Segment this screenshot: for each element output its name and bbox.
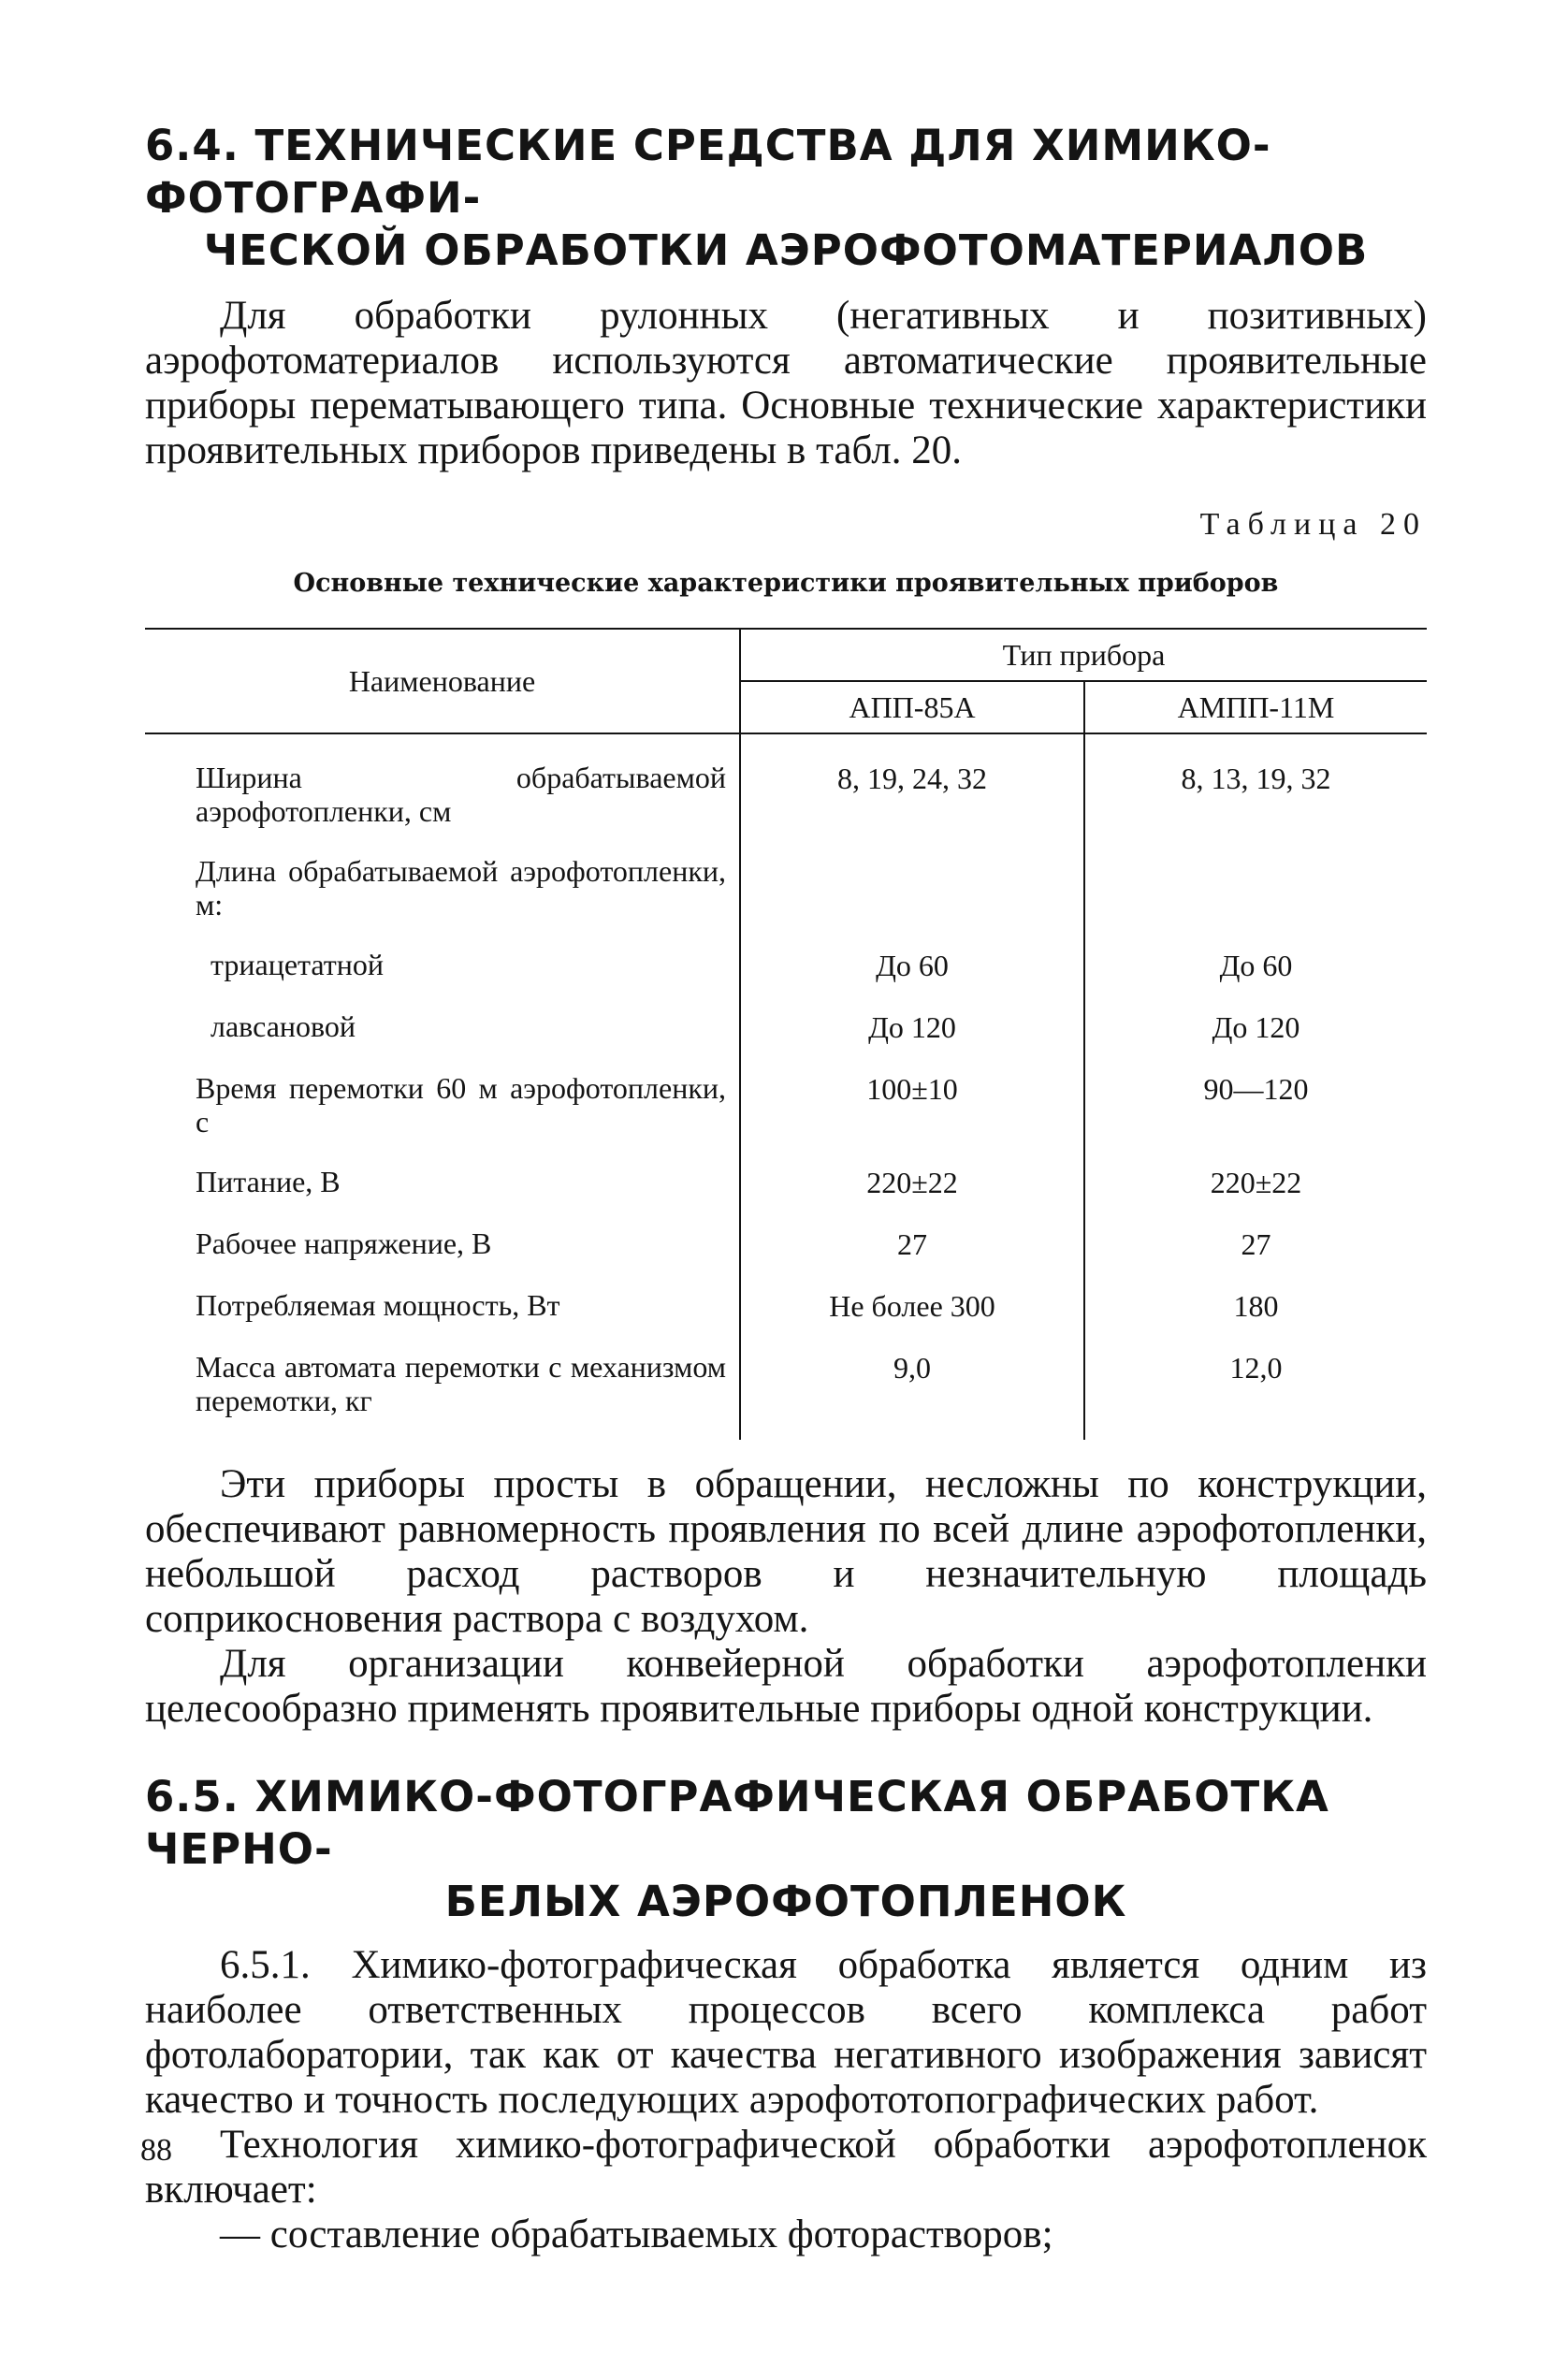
section-6-4-intro: Для обработки рулонных (негативных и позитивных) аэрофотоматериалов используются автоматические проявительные приборы перематывающего типа. Основные технические характеристики проявительных приборов приведены в табл. 20. [145,294,1427,472]
header-device-type: Тип прибора [740,629,1427,681]
row-value-ampp11m: 220±22 [1084,1165,1427,1200]
table-row [145,948,1427,983]
table-title: Основные технические характеристики проявительных приборов [293,569,1279,598]
section-6-5-paragraph-2: Технология химико-фотографической обработки аэрофотопленок включает: [145,2123,1427,2212]
list-item: — составление обрабатываемых фоторастворов; [220,2213,1053,2256]
row-value-ampp11m: 12,0 [1084,1350,1427,1440]
table-row [145,761,1427,828]
row-value-ampp11m [1084,854,1427,921]
row-value-app85a: 100±10 [740,1071,1084,1139]
row-name: Потребляемая мощность, Вт [196,1288,560,1322]
header-col-ampp11m: АМПП-11М [1084,681,1427,733]
table-row [145,1009,1427,1045]
row-name: Время перемотки 60 м аэрофотопленки, с [196,1071,726,1139]
row-value-ampp11m: 8, 13, 19, 32 [1084,761,1427,828]
row-name: Масса автомата перемотки с механизмом перемотки, кг [196,1350,726,1417]
section-6-5-title-line1: 6.5. ХИМИКО-ФОТОГРАФИЧЕСКАЯ ОБРАБОТКА ЧЕРНО- [145,1772,1329,1874]
table-label: Таблица 20 [1199,507,1427,542]
row-name: лавсановой [211,1009,356,1043]
row-value-ampp11m: До 60 [1084,948,1427,983]
row-name: Длина обрабатываемой аэрофотопленки, м: [196,854,726,921]
table-row [145,1226,1427,1262]
table-row [145,1165,1427,1200]
row-name: триацетатной [211,948,385,981]
section-6-4-heading [145,120,1427,277]
section-6-4-title-line1: 6.4. ТЕХНИЧЕСКИЕ СРЕДСТВА ДЛЯ ХИМИКО-ФОТОГРАФИ- [145,121,1271,223]
row-value-app85a: 27 [740,1226,1084,1262]
spec-table [145,628,1427,1440]
row-value-ampp11m: 27 [1084,1226,1427,1262]
row-value-app85a: До 60 [740,948,1084,983]
table-row [145,1350,1427,1440]
row-value-app85a [740,854,1084,921]
section-6-5-title-line2: БЕЛЫХ АЭРОФОТОПЛЕНОК [444,1877,1127,1926]
section-6-5-paragraph-1: 6.5.1. Химико-фотографическая обработка является одним из наиболее ответственных процессов всего комплекса работ фотолаборатории, так как от качества негативного изображения зависят качество и точность последующих аэрофототопографических работ. [145,1943,1427,2122]
section-6-5-heading [145,1771,1427,1928]
header-col-app85a: АПП-85А [740,681,1084,733]
row-name: Питание, В [196,1165,341,1198]
row-value-ampp11m: 90—120 [1084,1071,1427,1139]
page-number: 88 [140,2133,172,2168]
table-row [145,854,1427,921]
table-row [145,1288,1427,1324]
table-row [145,1071,1427,1139]
row-value-app85a: 220±22 [740,1165,1084,1200]
row-value-app85a: Не более 300 [740,1288,1084,1324]
row-value-app85a: 9,0 [740,1350,1084,1440]
row-value-ampp11m: До 120 [1084,1009,1427,1045]
section-6-4-title-line2: ЧЕСКОЙ ОБРАБОТКИ АЭРОФОТОМАТЕРИАЛОВ [203,225,1369,275]
after-table-paragraph-2: Для организации конвейерной обработки аэрофотопленки целесообразно применять проявительные приборы одной конструкции. [145,1642,1427,1731]
page-content [145,120,1427,2257]
row-name: Ширина обрабатываемой аэрофотопленки, см [196,761,726,828]
row-name: Рабочее напряжение, В [196,1226,492,1260]
row-value-app85a: До 120 [740,1009,1084,1045]
row-value-ampp11m: 180 [1084,1288,1427,1324]
header-name: Наименование [348,663,536,698]
row-value-app85a: 8, 19, 24, 32 [740,761,1084,828]
after-table-paragraph-1: Эти приборы просты в обращении, несложны по конструкции, обеспечивают равномерность проявления по всей длине аэрофотопленки, небольшой расход растворов и незначительную площадь соприкосновения раствора с воздухом. [145,1462,1427,1641]
